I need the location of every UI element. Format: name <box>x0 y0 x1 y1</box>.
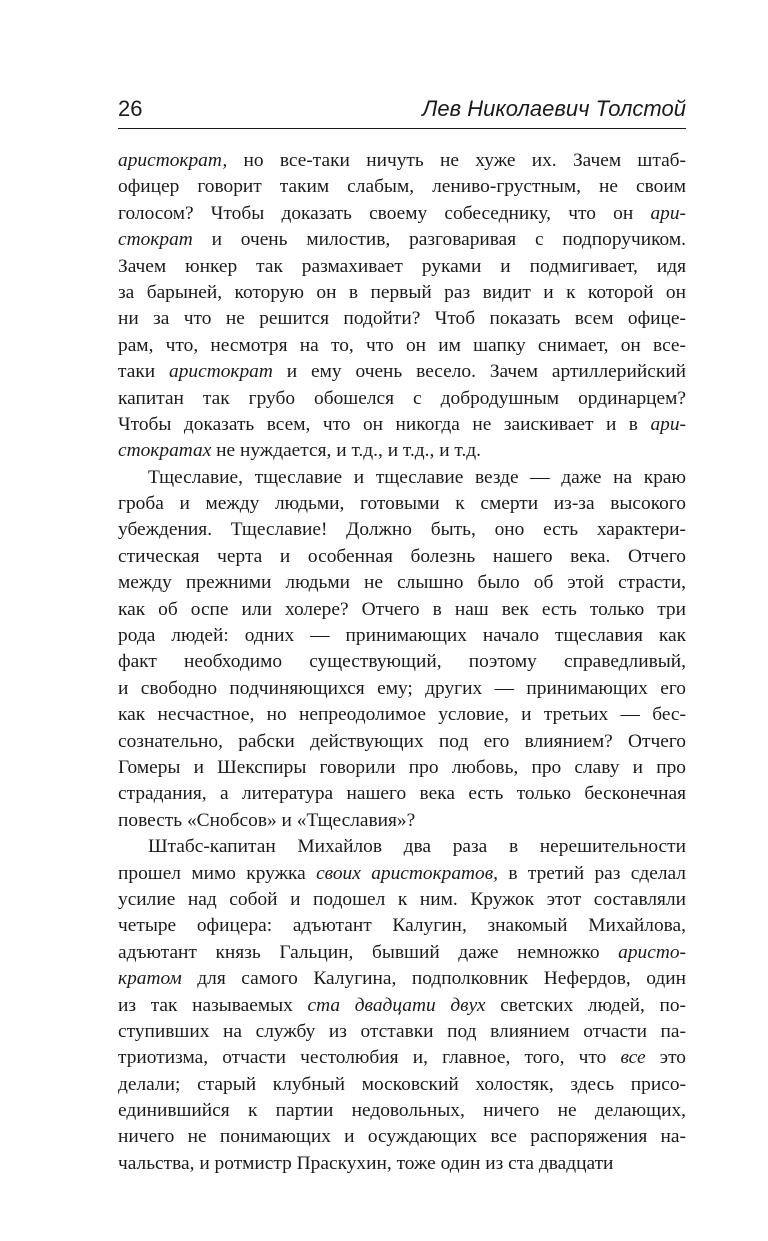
text-span: усилие над собой и подошел к ним. Кружок этот составляли <box>118 888 686 910</box>
text-span: для самого Калугина, подполковник Нефердов, один <box>181 968 686 990</box>
header-rule <box>118 128 686 129</box>
text-span: адъютант князь Гальцин, бывший даже немножко <box>118 941 619 963</box>
text-line <box>118 808 686 834</box>
text-line <box>118 254 686 280</box>
text-line <box>118 438 686 464</box>
text-line <box>118 940 686 966</box>
italic-span: кратом <box>118 968 182 990</box>
text-line <box>118 1124 686 1150</box>
italic-span: ари- <box>650 413 686 435</box>
text-line <box>118 174 686 200</box>
text-line <box>118 280 686 306</box>
text-line <box>118 227 686 253</box>
text-line <box>118 1151 686 1177</box>
text-span: и свободно подчиняющихся ему; других — принимающих его <box>118 677 686 699</box>
paragraph <box>118 465 686 834</box>
text-line <box>118 306 686 332</box>
text-line <box>118 570 686 596</box>
text-span: не нуждается, и т.д., и т.д., и т.д. <box>211 440 482 462</box>
text-span: страдания, а литература нашего века есть только бесконечная <box>118 783 686 805</box>
text-span: капитан так грубо обошелся с добродушным ординарцем? <box>118 387 686 409</box>
italic-span: аристо- <box>618 941 686 963</box>
text-span: чальства, и ротмистр Праскухин, тоже один из ста двадцати <box>118 1152 614 1174</box>
text-span: ничего не понимающих и осуждающих все распоряжения на- <box>118 1126 686 1148</box>
text-line <box>118 834 686 860</box>
page-number: 26 <box>118 96 143 121</box>
text-line <box>118 1098 686 1124</box>
text-span: Чтобы доказать всем, что он никогда не заискивает и в <box>118 413 651 435</box>
text-span: единившийся к партии недовольных, ничего не делающих, <box>118 1100 686 1122</box>
text-line <box>118 729 686 755</box>
text-span: голосом? Чтобы доказать своему собеседнику, что он <box>118 202 651 224</box>
text-line <box>118 649 686 675</box>
italic-span: своих аристократов, <box>316 862 499 884</box>
text-line <box>118 676 686 702</box>
text-line <box>118 755 686 781</box>
italic-span: стократ <box>118 229 193 251</box>
text-line <box>118 887 686 913</box>
text-line <box>118 386 686 412</box>
body-text <box>118 148 686 1177</box>
text-span: как об оспе или холере? Отчего в наш век есть только три <box>118 598 686 620</box>
text-span: повесть «Снобсов» и «Тщеславия»? <box>118 809 416 831</box>
text-span: ступивших на службу из отставки под влиянием отчасти па- <box>118 1020 686 1042</box>
text-span: факт необходимо существующий, поэтому справедливый, <box>118 651 686 673</box>
text-span: Тщеславие, тщеславие и тщеславие везде — даже на краю <box>148 466 686 488</box>
text-span: Штабс-капитан Михайлов два раза в нерешительности <box>148 836 686 858</box>
text-span: стическая черта и особенная болезнь нашего века. Отчего <box>118 545 686 567</box>
italic-span: аристократ <box>169 361 273 383</box>
text-line <box>118 517 686 543</box>
text-span: и очень милостив, разговаривая с подпоручиком. <box>192 229 686 251</box>
text-span: и ему очень весело. Зачем артиллерийский <box>272 361 686 383</box>
text-line <box>118 148 686 174</box>
text-line <box>118 1045 686 1071</box>
text-span: рода людей: одних — принимающих начало тщеславия как <box>118 625 686 647</box>
text-span: светских людей, по- <box>485 994 686 1016</box>
text-line <box>118 993 686 1019</box>
text-span: сознательно, рабски действующих под его влиянием? Отчего <box>118 730 686 752</box>
text-line <box>118 1019 686 1045</box>
text-span: гроба и между людьми, готовыми к смерти из-за высокого <box>118 493 686 515</box>
text-span: таки <box>118 361 170 383</box>
text-line <box>118 201 686 227</box>
text-span: ни за что не решится подойти? Чтоб показать всем офице- <box>118 308 686 330</box>
text-span: между прежними людьми не слышно было об этой страсти, <box>118 572 686 594</box>
text-span: в третий раз сделал <box>498 862 686 884</box>
italic-span: аристократ, <box>118 150 228 171</box>
text-span: но все-таки ничуть не хуже их. Зачем штаб- <box>227 150 686 171</box>
running-header <box>118 94 686 128</box>
text-line <box>118 333 686 359</box>
paragraph <box>118 148 686 465</box>
text-line <box>118 702 686 728</box>
text-line <box>118 597 686 623</box>
text-line <box>118 861 686 887</box>
italic-span: стократах <box>118 440 212 462</box>
text-line <box>118 623 686 649</box>
text-span: за барыней, которую он в первый раз видит и к которой он <box>118 281 686 303</box>
text-span: делали; старый клубный московский холостяк, здесь присо- <box>118 1073 686 1095</box>
text-line <box>118 966 686 992</box>
italic-span: ари- <box>650 202 686 224</box>
text-span: четыре офицера: адъютант Калугин, знакомый Михайлова, <box>118 915 686 937</box>
text-span: офицер говорит таким слабым, лениво-грустным, не своим <box>118 176 686 198</box>
italic-span: ста двадцати двух <box>307 994 486 1016</box>
text-span: Гомеры и Шекспиры говорили про любовь, про славу и про <box>118 756 686 778</box>
text-line <box>118 913 686 939</box>
text-line <box>118 781 686 807</box>
text-span: прошел мимо кружка <box>118 862 317 884</box>
italic-span: все <box>620 1047 646 1069</box>
text-span: это <box>645 1047 686 1069</box>
text-line <box>118 359 686 385</box>
text-line <box>118 491 686 517</box>
text-line <box>118 1072 686 1098</box>
text-span: рам, что, несмотря на то, что он им шапку снимает, он все- <box>118 334 686 356</box>
text-span: убеждения. Тщеславие! Должно быть, оно есть характери- <box>118 519 686 541</box>
text-span: триотизма, отчасти честолюбия и, главное, того, что <box>118 1047 621 1069</box>
text-span: из так называемых <box>118 994 308 1016</box>
running-head-author: Лев Николаевич Толстой <box>422 96 686 121</box>
paragraph <box>118 834 686 1177</box>
text-line <box>118 412 686 438</box>
text-span: как несчастное, но непреодолимое условие, и третьих — бес- <box>118 704 686 726</box>
text-line <box>118 544 686 570</box>
text-span: Зачем юнкер так размахивает руками и подмигивает, идя <box>118 255 686 277</box>
text-line <box>118 465 686 491</box>
